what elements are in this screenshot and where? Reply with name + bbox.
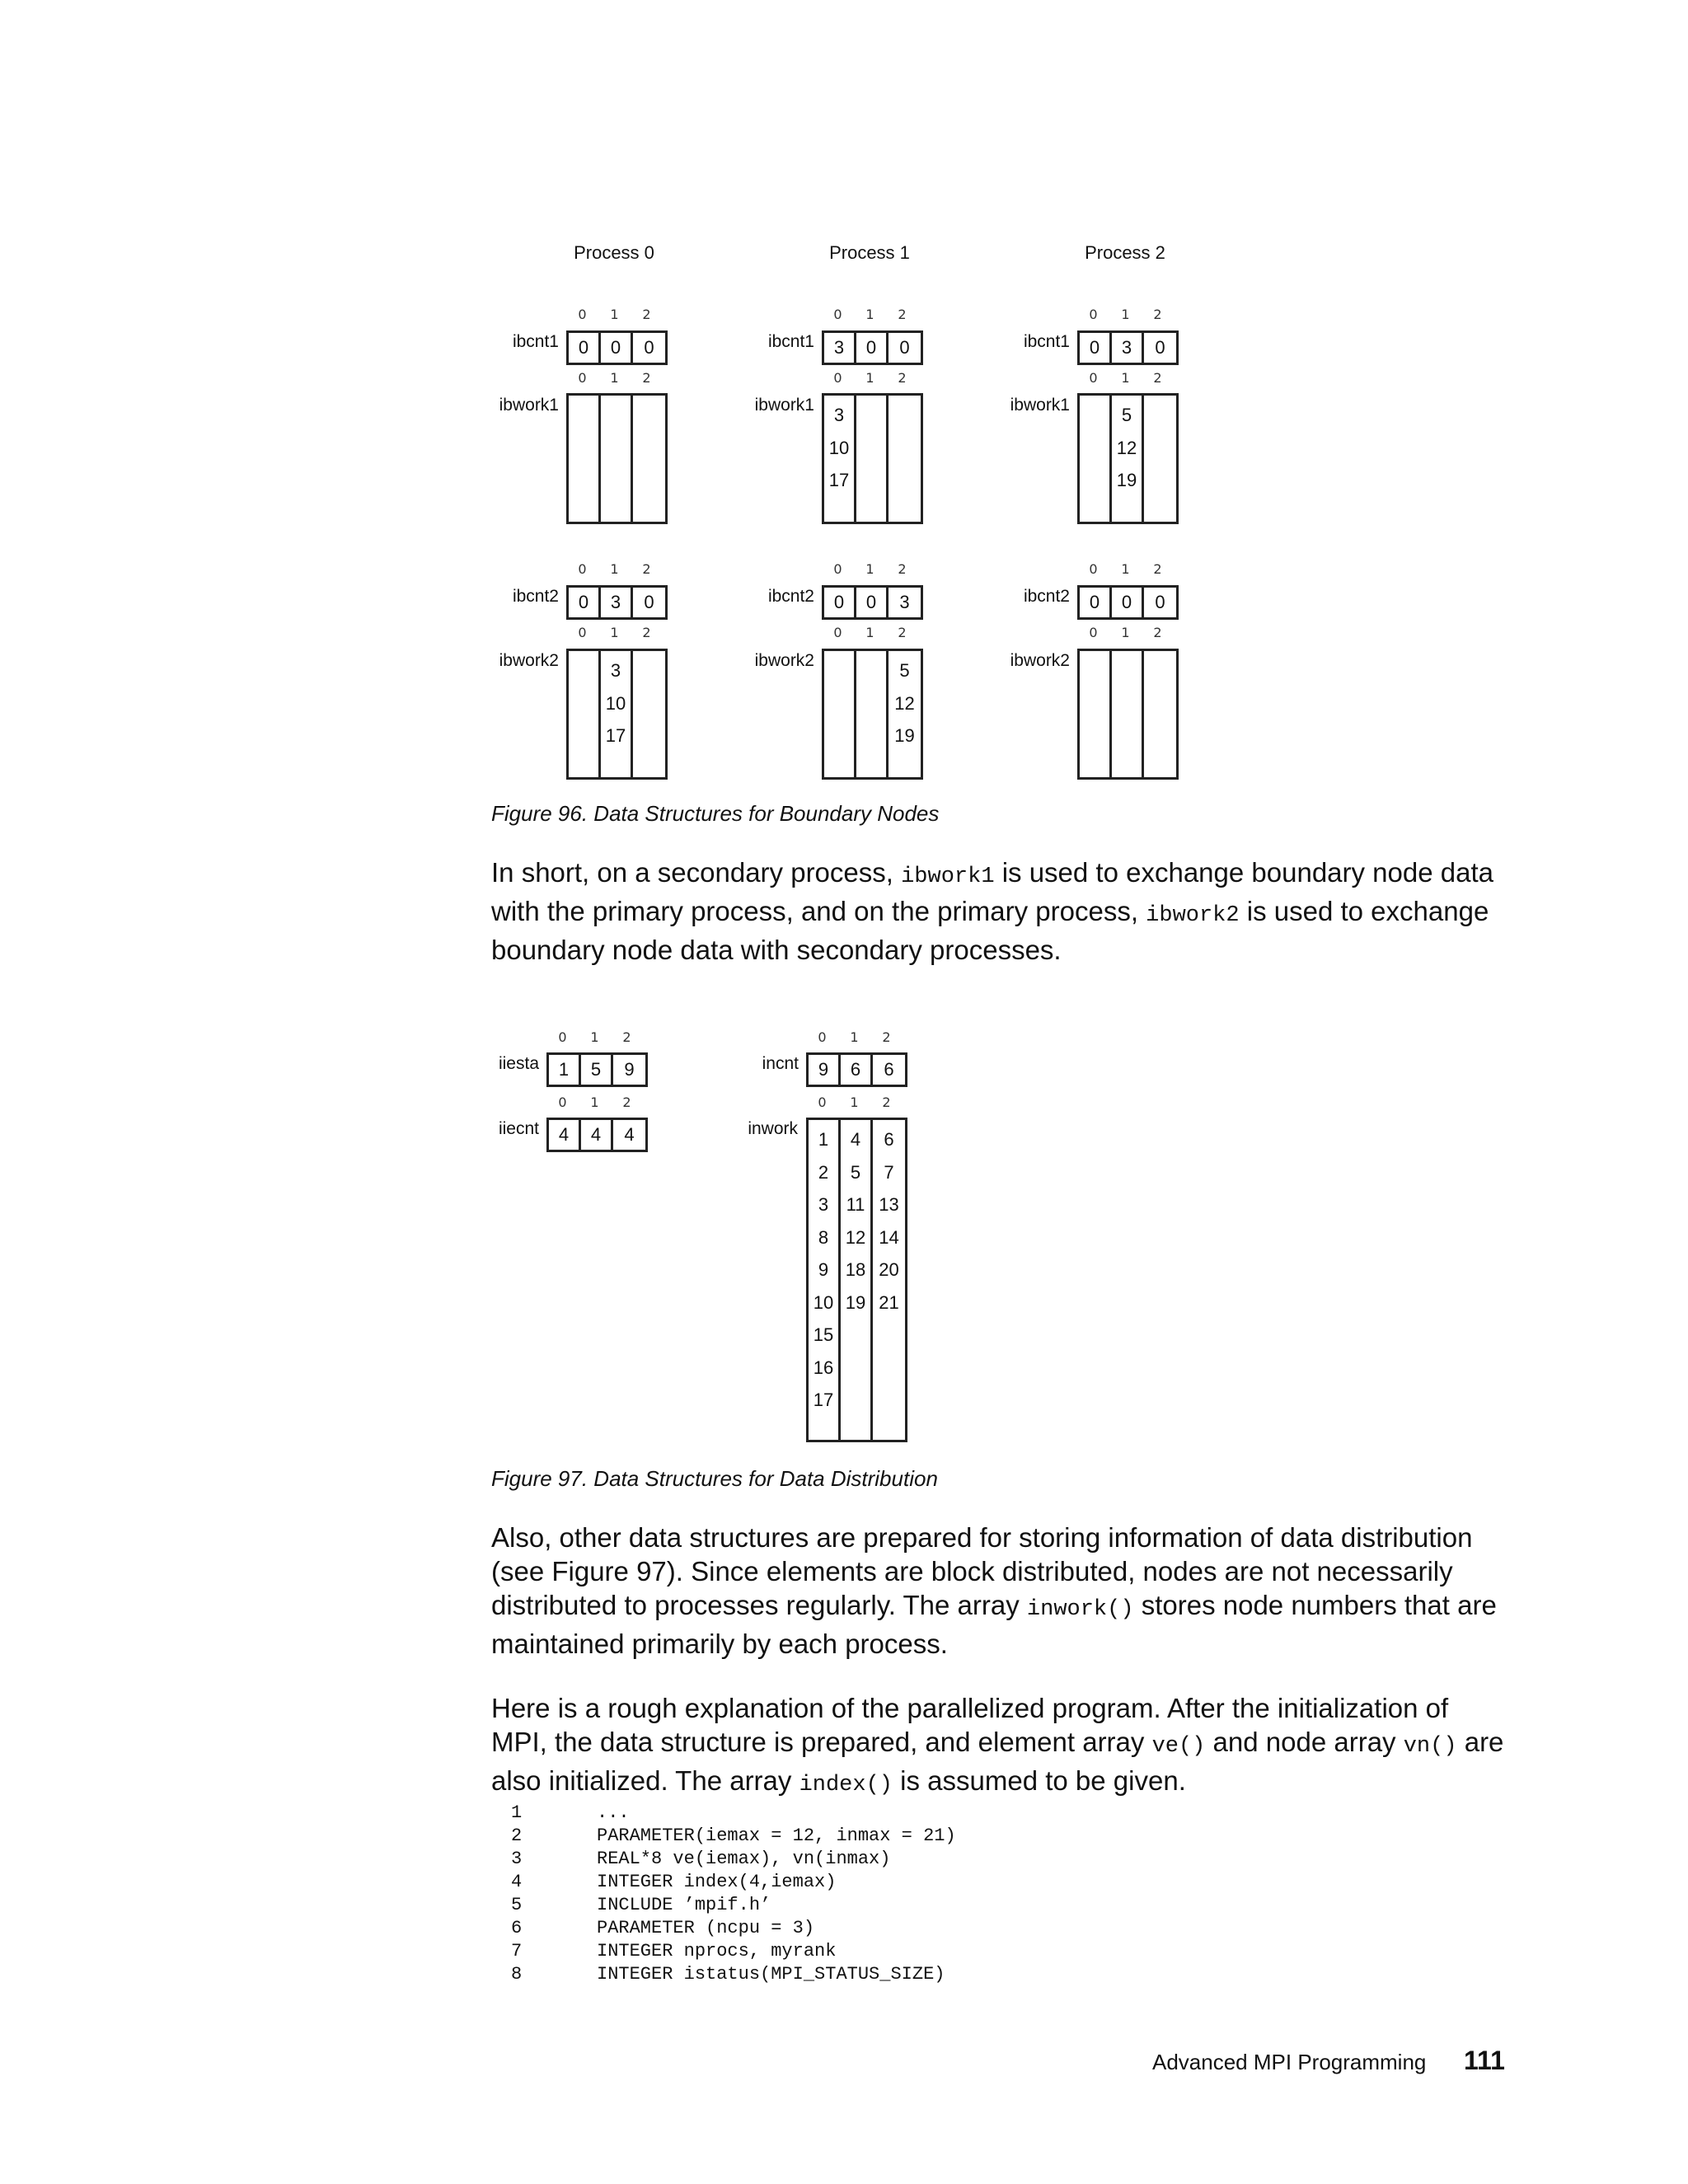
index-label: 2 <box>882 1094 891 1110</box>
incnt-cell: 6 <box>884 1059 894 1080</box>
ibwork1-column <box>1112 396 1144 522</box>
ibcnt1-cell: 3 <box>824 333 856 363</box>
index-label: 0 <box>818 1029 827 1045</box>
index-label: 0 <box>578 625 587 640</box>
ibwork2-column <box>633 651 665 777</box>
ibwork1-value: 10 <box>828 437 850 458</box>
index-label: 2 <box>898 625 907 640</box>
inwork-code: inwork() <box>1026 1597 1134 1622</box>
ibwork1-column <box>569 396 601 522</box>
ibcnt2-cell: 0 <box>824 588 856 617</box>
ibwork2-value: 17 <box>605 725 626 746</box>
ibwork2-column <box>889 651 921 777</box>
figure-96-caption: Figure 96. Data Structures for Boundary Nodes <box>491 801 940 826</box>
iiecnt-label: iiecnt <box>498 1119 539 1138</box>
inwork-value: 2 <box>818 1161 829 1183</box>
index-label: 1 <box>850 1029 859 1045</box>
ibcnt2-cell: 0 <box>856 588 889 617</box>
ibwork1-column <box>824 396 856 522</box>
index-label: 1 <box>1121 625 1130 640</box>
ibwork2-column <box>856 651 889 777</box>
index-label: 0 <box>833 370 842 386</box>
index-label: 1 <box>865 625 874 640</box>
index-label: 0 <box>578 307 587 322</box>
index-code: index() <box>799 1773 893 1797</box>
ibwork2-column <box>1144 651 1176 777</box>
index-label: 1 <box>610 370 619 386</box>
ibcnt1-cell: 0 <box>1155 337 1165 358</box>
ibwork2-value: 3 <box>610 660 621 681</box>
code-text: PARAMETER(iemax = 12, inmax = 21) <box>597 1825 956 1846</box>
ibcnt1-cell: 0 <box>601 333 633 363</box>
line-number: 5 <box>511 1895 523 1915</box>
process-title: Process 1 <box>829 242 910 263</box>
ibwork2-value: 10 <box>605 692 626 714</box>
index-label: 1 <box>1121 307 1130 322</box>
inwork-array <box>806 1118 907 1442</box>
index-label: 1 <box>610 307 619 322</box>
figure-97-caption: Figure 97. Data Structures for Data Distribution <box>491 1466 938 1491</box>
page-number: 111 <box>1464 2046 1505 2075</box>
paragraph-2: Also, other data structures are prepared for storing information of data distribution (see Figure 97). Since elements are block distributed, nodes are not necessarily distributed to processes regularly. The array inwork() stores node numbers that are maintained primarily by each process. <box>491 1522 1497 1659</box>
index-label: 2 <box>642 307 651 322</box>
index-label: 1 <box>1121 561 1130 577</box>
index-label: 2 <box>882 1029 891 1045</box>
ibwork2-column <box>824 651 856 777</box>
index-label: 1 <box>865 307 874 322</box>
ibcnt1-label: ibcnt1 <box>767 332 814 351</box>
inwork-value: 17 <box>813 1390 834 1410</box>
ibcnt2-cell: 3 <box>601 588 633 617</box>
ibwork1-array <box>1077 393 1179 524</box>
ibcnt1-array <box>1077 330 1179 365</box>
ibwork1-label: ibwork1 <box>1010 396 1070 415</box>
iiesta-label: iiesta <box>498 1054 539 1073</box>
ibwork1-array <box>566 393 668 524</box>
ibwork1-value: 17 <box>828 470 850 490</box>
ibwork2-code: ibwork2 <box>1146 903 1240 928</box>
ibwork2-label: ibwork2 <box>499 651 559 670</box>
ibcnt2-cell: 0 <box>644 592 654 612</box>
index-label: 1 <box>610 625 619 640</box>
ibwork2-label: ibwork2 <box>754 651 814 670</box>
ibcnt1-label: ibcnt1 <box>512 332 559 351</box>
line-number: 4 <box>511 1872 523 1892</box>
ibwork2-column <box>601 651 633 777</box>
code-text: INTEGER index(4,iemax) <box>597 1872 837 1892</box>
ibcnt2-array <box>822 585 923 620</box>
ibwork1-value: 3 <box>833 405 845 425</box>
paragraph-1: In short, on a secondary process, ibwork1 is used to exchange boundary node data with the primary process, and on the primary process, ibwork2 is used to exchange boundary node data with secondary processes. <box>491 857 1493 965</box>
code-line <box>511 1802 956 1825</box>
ibwork1-column <box>856 396 889 522</box>
code-line <box>511 1894 956 1917</box>
code-line <box>511 1871 956 1894</box>
inwork-value: 9 <box>818 1259 829 1280</box>
index-label: 1 <box>1121 370 1130 386</box>
ibcnt1-array <box>822 330 923 365</box>
index-label: 2 <box>622 1029 631 1045</box>
inwork-value: 3 <box>818 1194 829 1215</box>
index-label: 1 <box>610 561 619 577</box>
inwork-value: 8 <box>818 1226 829 1248</box>
ibwork1-label: ibwork1 <box>754 396 814 415</box>
index-label: 2 <box>642 561 651 577</box>
index-label: 1 <box>590 1029 599 1045</box>
index-label: 2 <box>898 370 907 386</box>
code-line <box>511 1963 956 1986</box>
iiesta-array <box>546 1052 648 1087</box>
line-number: 7 <box>511 1941 523 1961</box>
iiesta-cell: 9 <box>624 1059 635 1080</box>
index-label: 0 <box>818 1094 827 1110</box>
index-label: 0 <box>833 625 842 640</box>
iiesta-cell: 1 <box>549 1055 581 1085</box>
ibwork1-column <box>889 396 921 522</box>
incnt-array <box>806 1052 907 1087</box>
code-text: REAL*8 ve(iemax), vn(inmax) <box>597 1849 891 1869</box>
code-text: ... <box>597 1802 630 1823</box>
ibcnt1-array <box>566 330 668 365</box>
ibwork2-array <box>1077 649 1179 780</box>
ibwork1-column <box>633 396 665 522</box>
ibcnt2-label: ibcnt2 <box>1023 587 1070 606</box>
index-label: 2 <box>898 561 907 577</box>
index-label: 0 <box>1089 370 1098 386</box>
ibcnt1-cell: 0 <box>856 333 889 363</box>
inwork-value: 19 <box>845 1291 866 1313</box>
ibcnt1-cell: 0 <box>644 337 654 358</box>
inwork-value: 21 <box>879 1291 899 1313</box>
paragraph-3: Here is a rough explanation of the parallelized program. After the initialization of MPI, the data structure is prepared, and element array ve() and node array vn() are also initialized. The array index() is assumed to be given. <box>491 1693 1504 1797</box>
code-listing <box>511 1802 956 1986</box>
ibcnt2-array <box>1077 585 1179 620</box>
code-text: INTEGER nprocs, myrank <box>597 1941 837 1961</box>
process-title: Process 2 <box>1085 242 1165 263</box>
index-label: 0 <box>1089 307 1098 322</box>
index-label: 0 <box>833 561 842 577</box>
ibwork1-label: ibwork1 <box>499 396 559 415</box>
index-label: 0 <box>558 1029 567 1045</box>
index-label: 2 <box>1153 307 1162 322</box>
ibwork2-column <box>569 651 601 777</box>
index-label: 2 <box>642 625 651 640</box>
ibcnt1-label: ibcnt1 <box>1023 332 1070 351</box>
ibcnt2-array <box>566 585 668 620</box>
incnt-cell: 9 <box>809 1055 841 1085</box>
ibcnt2-label: ibcnt2 <box>767 587 814 606</box>
ibcnt1-cell: 0 <box>569 333 601 363</box>
iiecnt-cell: 4 <box>549 1120 581 1150</box>
ibcnt2-cell: 0 <box>1080 588 1112 617</box>
inwork-value: 10 <box>813 1291 834 1313</box>
index-label: 0 <box>558 1094 567 1110</box>
incnt-label: incnt <box>762 1054 799 1073</box>
line-number: 8 <box>511 1964 523 1985</box>
ibwork1-value: 12 <box>1116 437 1137 458</box>
line-number: 3 <box>511 1849 523 1869</box>
ibwork1-code: ibwork1 <box>901 865 995 889</box>
index-label: 2 <box>898 307 907 322</box>
ibcnt2-cell: 3 <box>899 592 910 612</box>
index-label: 2 <box>1153 625 1162 640</box>
iiecnt-array <box>546 1118 648 1152</box>
index-label: 0 <box>578 370 587 386</box>
ibcnt2-cell: 0 <box>569 588 601 617</box>
ibwork1-column <box>601 396 633 522</box>
ibwork2-column <box>1080 651 1112 777</box>
code-text: PARAMETER (ncpu = 3) <box>597 1918 815 1938</box>
vn-code: vn() <box>1403 1734 1457 1759</box>
code-line <box>511 1940 956 1963</box>
inwork-column <box>841 1120 873 1440</box>
code-line <box>511 1848 956 1871</box>
index-label: 0 <box>578 561 587 577</box>
ibwork2-value: 12 <box>894 692 915 714</box>
inwork-value: 1 <box>818 1129 829 1150</box>
code-text: INCLUDE ’mpif.h’ <box>597 1895 771 1915</box>
inwork-label: inwork <box>748 1119 798 1138</box>
ibwork2-array <box>822 649 923 780</box>
ibwork1-column <box>1144 396 1176 522</box>
inwork-value: 13 <box>879 1194 899 1215</box>
inwork-value: 18 <box>845 1259 866 1280</box>
ibcnt2-label: ibcnt2 <box>512 587 559 606</box>
incnt-cell: 6 <box>841 1055 873 1085</box>
inwork-value: 20 <box>879 1259 899 1280</box>
ibcnt1-cell: 0 <box>899 337 910 358</box>
ibcnt2-cell: 0 <box>1112 588 1144 617</box>
index-label: 1 <box>865 561 874 577</box>
ibcnt1-cell: 0 <box>1080 333 1112 363</box>
inwork-value: 11 <box>846 1194 865 1215</box>
code-text: INTEGER istatus(MPI_STATUS_SIZE) <box>597 1964 945 1985</box>
index-label: 1 <box>850 1094 859 1110</box>
ibwork1-column <box>1080 396 1112 522</box>
index-label: 0 <box>833 307 842 322</box>
ibcnt2-cell: 0 <box>1155 592 1165 612</box>
inwork-value: 7 <box>884 1161 894 1183</box>
ibwork1-value: 5 <box>1121 405 1132 425</box>
inwork-column <box>809 1120 841 1440</box>
index-label: 2 <box>1153 561 1162 577</box>
inwork-value: 15 <box>813 1324 834 1345</box>
ibwork1-array <box>822 393 923 524</box>
ve-code: ve() <box>1151 1734 1206 1759</box>
ibwork2-label: ibwork2 <box>1010 651 1070 670</box>
inwork-value: 12 <box>845 1226 866 1248</box>
inwork-value: 14 <box>879 1226 899 1248</box>
process-title: Process 0 <box>574 242 654 263</box>
inwork-value: 4 <box>850 1129 861 1150</box>
line-number: 6 <box>511 1918 523 1938</box>
code-line <box>511 1917 956 1940</box>
inwork-value: 16 <box>813 1357 834 1378</box>
index-label: 1 <box>865 370 874 386</box>
inwork-value: 6 <box>884 1129 894 1150</box>
iiecnt-cell: 4 <box>581 1120 613 1150</box>
ibwork2-value: 19 <box>894 725 915 746</box>
index-label: 0 <box>1089 561 1098 577</box>
index-label: 2 <box>622 1094 631 1110</box>
index-label: 2 <box>642 370 651 386</box>
index-label: 2 <box>1153 370 1162 386</box>
index-label: 1 <box>590 1094 599 1110</box>
ibwork1-value: 19 <box>1116 470 1137 490</box>
ibwork2-column <box>1112 651 1144 777</box>
iiecnt-cell: 4 <box>624 1124 635 1145</box>
iiesta-cell: 5 <box>581 1055 613 1085</box>
ibcnt1-cell: 3 <box>1112 333 1144 363</box>
inwork-value: 5 <box>850 1161 861 1183</box>
index-label: 0 <box>1089 625 1098 640</box>
ibwork2-array <box>566 649 668 780</box>
line-number: 2 <box>511 1825 523 1846</box>
footer-section-title: Advanced MPI Programming <box>1152 2050 1427 2074</box>
inwork-column <box>873 1120 905 1440</box>
ibwork2-value: 5 <box>899 660 910 681</box>
line-number: 1 <box>511 1802 523 1823</box>
code-line <box>511 1825 956 1848</box>
